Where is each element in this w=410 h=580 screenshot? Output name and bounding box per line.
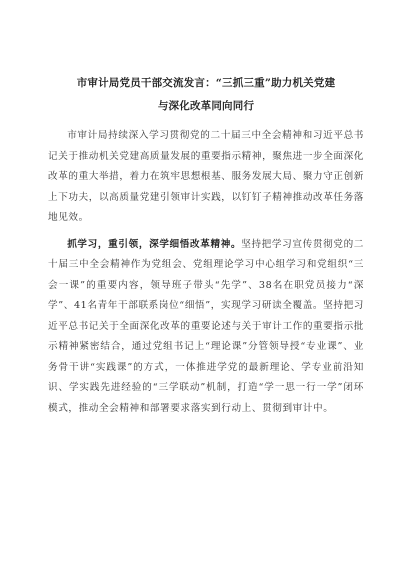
title-line-1: 市审计局党员干部交流发言：“三抓三重”助力机关党建	[76, 77, 336, 89]
paragraph-text: 市审计局持续深入学习贯彻党的二十届三中全会精神和习近平总书记关于推动机关党建高质量发展的重要指示精神，聚焦进一步全面深化改革的重大举措，着力在筑牢思想根基、服务发展大局、聚力守正创新上下功夫，以高质量党建引领审计实践，以钉钉子精神推动改革任务落地见效。	[48, 130, 365, 223]
paragraph-intro	[48, 126, 364, 229]
title-line-2: 与深化改革同向同行	[157, 100, 255, 112]
document-title	[48, 72, 364, 118]
paragraph-study	[48, 235, 364, 420]
paragraph-text: 坚持把学习宣传贯彻党的二十届三中全会精神作为党组会、党组理论学习中心组学习和党组织“三会一课”的重要内容，领导班子带头“先学”、38名在职党员接力“深学”、41名青年干部联系岗位“细悟”，实现学习研读全覆盖。坚持把习近平总书记关于全面深化改革的重要论述与关于审计工作的重要指示批示精神紧密结合，通过党组书记上“理论课”分管领导授“专业课”、业务骨干讲“实践课”的方式，一体推进学党的最新理论、学专业前沿知识、学实践先进经验的“三学联动”机制，打造“学一思一行一学”闭环模式，推动全会精神和部署要求落实到行动上、贯彻到审计中。	[48, 238, 365, 414]
paragraph-lead: 抓学习，重引领，深学细悟改革精神。	[67, 238, 242, 250]
